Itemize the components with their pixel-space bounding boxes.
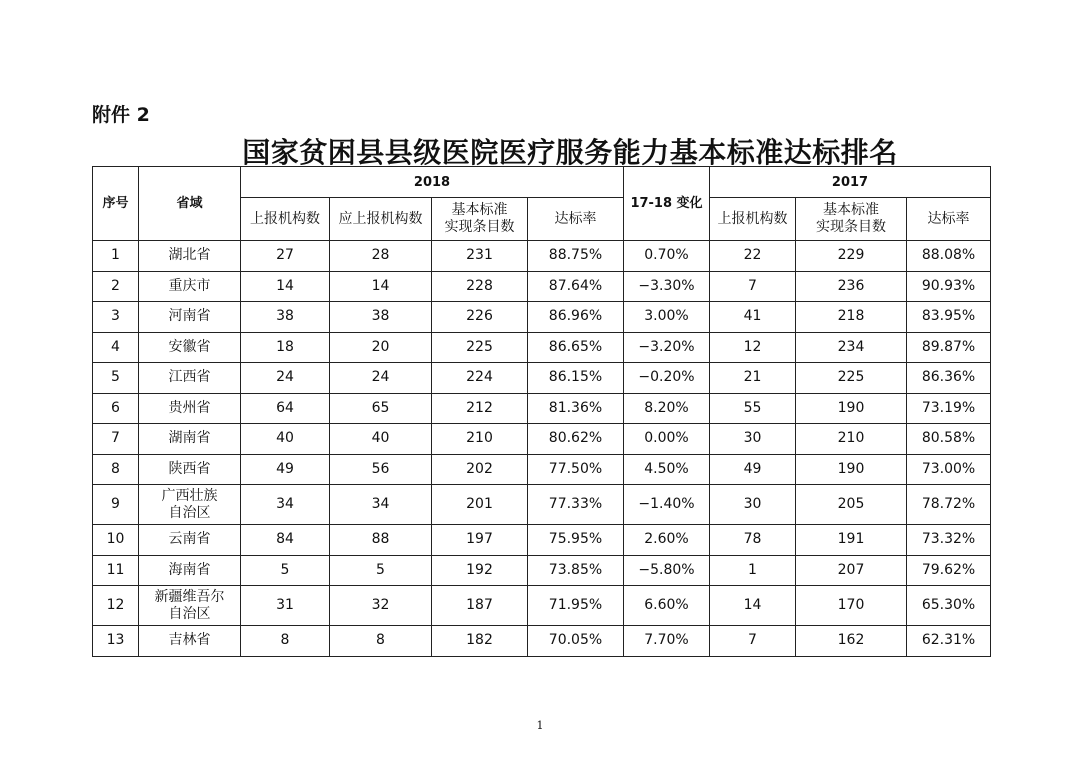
cell-rate-2018: 81.36% xyxy=(528,393,624,424)
cell-seq: 2 xyxy=(93,271,139,302)
header-standard-items-line1: 基本标准 xyxy=(823,202,879,218)
cell-items-2018: 182 xyxy=(432,626,528,657)
cell-reported-2018: 27 xyxy=(241,241,330,272)
cell-seq: 13 xyxy=(93,626,139,657)
header-seq: 序号 xyxy=(93,167,139,241)
province-line: 自治区 xyxy=(168,504,211,521)
cell-items-2017: 236 xyxy=(796,271,907,302)
cell-reported-2017: 1 xyxy=(710,555,796,586)
cell-should-report-2018: 40 xyxy=(330,424,432,455)
cell-change: −3.30% xyxy=(624,271,710,302)
cell-province: 安徽省 xyxy=(139,332,241,363)
cell-change: −1.40% xyxy=(624,485,710,525)
province-line: 广西壮族 xyxy=(161,487,218,504)
table-row xyxy=(93,271,991,302)
cell-items-2018: 210 xyxy=(432,424,528,455)
cell-items-2017: 225 xyxy=(796,363,907,394)
cell-change: 0.70% xyxy=(624,241,710,272)
cell-reported-2018: 40 xyxy=(241,424,330,455)
cell-items-2018: 202 xyxy=(432,454,528,485)
cell-change: −0.20% xyxy=(624,363,710,394)
page-title: 国家贫困县县级医院医疗服务能力基本标准达标排名 xyxy=(242,136,898,169)
cell-seq: 3 xyxy=(93,302,139,333)
cell-items-2017: 190 xyxy=(796,454,907,485)
cell-should-report-2018: 88 xyxy=(330,525,432,556)
cell-items-2017: 234 xyxy=(796,332,907,363)
cell-items-2018: 212 xyxy=(432,393,528,424)
cell-rate-2018: 71.95% xyxy=(528,586,624,626)
header-standard-items-line2: 实现条目数 xyxy=(816,219,886,235)
cell-items-2018: 187 xyxy=(432,586,528,626)
cell-change: 3.00% xyxy=(624,302,710,333)
cell-rate-2017: 90.93% xyxy=(907,271,991,302)
header-standard-items-2018 xyxy=(432,198,528,241)
cell-items-2017: 207 xyxy=(796,555,907,586)
cell-rate-2017: 73.32% xyxy=(907,525,991,556)
cell-reported-2018: 34 xyxy=(241,485,330,525)
cell-change: 6.60% xyxy=(624,586,710,626)
header-should-report-2018: 应上报机构数 xyxy=(330,198,432,241)
cell-reported-2017: 12 xyxy=(710,332,796,363)
cell-should-report-2018: 34 xyxy=(330,485,432,525)
cell-change: 0.00% xyxy=(624,424,710,455)
header-change: 17-18 变化 xyxy=(624,167,710,241)
cell-reported-2018: 5 xyxy=(241,555,330,586)
cell-province: 河南省 xyxy=(139,302,241,333)
cell-items-2017: 210 xyxy=(796,424,907,455)
cell-items-2017: 190 xyxy=(796,393,907,424)
cell-province: 海南省 xyxy=(139,555,241,586)
cell-province: 吉林省 xyxy=(139,626,241,657)
cell-reported-2017: 22 xyxy=(710,241,796,272)
cell-rate-2018: 86.65% xyxy=(528,332,624,363)
header-standard-items-2017 xyxy=(796,198,907,241)
header-year-2018: 2018 xyxy=(241,167,624,198)
cell-reported-2018: 31 xyxy=(241,586,330,626)
table-row xyxy=(93,393,991,424)
header-standard-items-line1: 基本标准 xyxy=(451,202,508,218)
cell-items-2018: 228 xyxy=(432,271,528,302)
cell-reported-2018: 14 xyxy=(241,271,330,302)
cell-province: 湖南省 xyxy=(139,424,241,455)
cell-should-report-2018: 5 xyxy=(330,555,432,586)
cell-rate-2017: 89.87% xyxy=(907,332,991,363)
province-line: 自治区 xyxy=(168,605,211,622)
cell-seq: 11 xyxy=(93,555,139,586)
cell-reported-2017: 21 xyxy=(710,363,796,394)
cell-should-report-2018: 56 xyxy=(330,454,432,485)
cell-reported-2018: 64 xyxy=(241,393,330,424)
cell-reported-2017: 30 xyxy=(710,485,796,525)
cell-rate-2017: 73.00% xyxy=(907,454,991,485)
cell-reported-2018: 84 xyxy=(241,525,330,556)
cell-province: 陕西省 xyxy=(139,454,241,485)
cell-should-report-2018: 20 xyxy=(330,332,432,363)
cell-seq: 9 xyxy=(93,485,139,525)
table-row xyxy=(93,485,991,525)
cell-seq: 8 xyxy=(93,454,139,485)
header-year-2017: 2017 xyxy=(710,167,991,198)
header-rate-2017: 达标率 xyxy=(907,198,991,241)
cell-items-2017: 191 xyxy=(796,525,907,556)
cell-rate-2017: 79.62% xyxy=(907,555,991,586)
cell-should-report-2018: 65 xyxy=(330,393,432,424)
cell-seq: 7 xyxy=(93,424,139,455)
cell-change: −3.20% xyxy=(624,332,710,363)
cell-change: 4.50% xyxy=(624,454,710,485)
cell-province: 云南省 xyxy=(139,525,241,556)
cell-reported-2018: 8 xyxy=(241,626,330,657)
cell-reported-2017: 41 xyxy=(710,302,796,333)
cell-items-2017: 218 xyxy=(796,302,907,333)
page-number: 1 xyxy=(536,719,544,732)
table-row xyxy=(93,302,991,333)
cell-items-2018: 201 xyxy=(432,485,528,525)
cell-reported-2018: 24 xyxy=(241,363,330,394)
cell-province xyxy=(139,586,241,626)
cell-should-report-2018: 14 xyxy=(330,271,432,302)
cell-items-2017: 205 xyxy=(796,485,907,525)
cell-seq: 10 xyxy=(93,525,139,556)
table-body xyxy=(93,241,991,657)
cell-rate-2017: 73.19% xyxy=(907,393,991,424)
cell-seq: 6 xyxy=(93,393,139,424)
cell-items-2018: 197 xyxy=(432,525,528,556)
cell-should-report-2018: 8 xyxy=(330,626,432,657)
cell-rate-2017: 65.30% xyxy=(907,586,991,626)
cell-change: 2.60% xyxy=(624,525,710,556)
cell-rate-2017: 88.08% xyxy=(907,241,991,272)
cell-reported-2017: 78 xyxy=(710,525,796,556)
cell-rate-2018: 77.33% xyxy=(528,485,624,525)
header-rate-2018: 达标率 xyxy=(528,198,624,241)
cell-reported-2017: 7 xyxy=(710,626,796,657)
cell-rate-2018: 80.62% xyxy=(528,424,624,455)
cell-items-2018: 231 xyxy=(432,241,528,272)
cell-province: 湖北省 xyxy=(139,241,241,272)
cell-reported-2018: 38 xyxy=(241,302,330,333)
table-row xyxy=(93,332,991,363)
cell-reported-2018: 49 xyxy=(241,454,330,485)
cell-reported-2017: 49 xyxy=(710,454,796,485)
cell-items-2018: 226 xyxy=(432,302,528,333)
cell-items-2018: 225 xyxy=(432,332,528,363)
cell-reported-2017: 55 xyxy=(710,393,796,424)
cell-seq: 5 xyxy=(93,363,139,394)
cell-should-report-2018: 28 xyxy=(330,241,432,272)
cell-rate-2018: 87.64% xyxy=(528,271,624,302)
cell-province: 江西省 xyxy=(139,363,241,394)
header-reported-2018: 上报机构数 xyxy=(241,198,330,241)
table-row xyxy=(93,454,991,485)
cell-province: 贵州省 xyxy=(139,393,241,424)
table-row xyxy=(93,424,991,455)
cell-rate-2017: 83.95% xyxy=(907,302,991,333)
cell-rate-2018: 70.05% xyxy=(528,626,624,657)
cell-rate-2018: 86.96% xyxy=(528,302,624,333)
cell-rate-2017: 78.72% xyxy=(907,485,991,525)
table-row xyxy=(93,241,991,272)
cell-rate-2017: 62.31% xyxy=(907,626,991,657)
cell-rate-2018: 86.15% xyxy=(528,363,624,394)
cell-province xyxy=(139,485,241,525)
header-province: 省域 xyxy=(139,167,241,241)
cell-items-2018: 224 xyxy=(432,363,528,394)
cell-rate-2017: 86.36% xyxy=(907,363,991,394)
cell-seq: 12 xyxy=(93,586,139,626)
cell-items-2017: 162 xyxy=(796,626,907,657)
table-row xyxy=(93,525,991,556)
cell-change: 7.70% xyxy=(624,626,710,657)
table-row xyxy=(93,586,991,626)
cell-rate-2018: 75.95% xyxy=(528,525,624,556)
cell-should-report-2018: 38 xyxy=(330,302,432,333)
cell-seq: 1 xyxy=(93,241,139,272)
cell-items-2017: 229 xyxy=(796,241,907,272)
cell-items-2018: 192 xyxy=(432,555,528,586)
cell-province: 重庆市 xyxy=(139,271,241,302)
table-row xyxy=(93,626,991,657)
cell-reported-2017: 7 xyxy=(710,271,796,302)
cell-change: −5.80% xyxy=(624,555,710,586)
cell-reported-2018: 18 xyxy=(241,332,330,363)
cell-reported-2017: 14 xyxy=(710,586,796,626)
cell-rate-2017: 80.58% xyxy=(907,424,991,455)
header-standard-items-line2: 实现条目数 xyxy=(444,219,515,235)
ranking-table xyxy=(92,166,991,657)
table-row xyxy=(93,555,991,586)
header-row-1 xyxy=(93,167,991,198)
table-row xyxy=(93,363,991,394)
cell-should-report-2018: 24 xyxy=(330,363,432,394)
cell-items-2017: 170 xyxy=(796,586,907,626)
cell-reported-2017: 30 xyxy=(710,424,796,455)
cell-change: 8.20% xyxy=(624,393,710,424)
cell-rate-2018: 73.85% xyxy=(528,555,624,586)
header-reported-2017: 上报机构数 xyxy=(710,198,796,241)
cell-rate-2018: 77.50% xyxy=(528,454,624,485)
cell-should-report-2018: 32 xyxy=(330,586,432,626)
province-line: 新疆维吾尔 xyxy=(154,588,225,605)
cell-rate-2018: 88.75% xyxy=(528,241,624,272)
cell-seq: 4 xyxy=(93,332,139,363)
attachment-label: 附件 2 xyxy=(92,104,150,126)
